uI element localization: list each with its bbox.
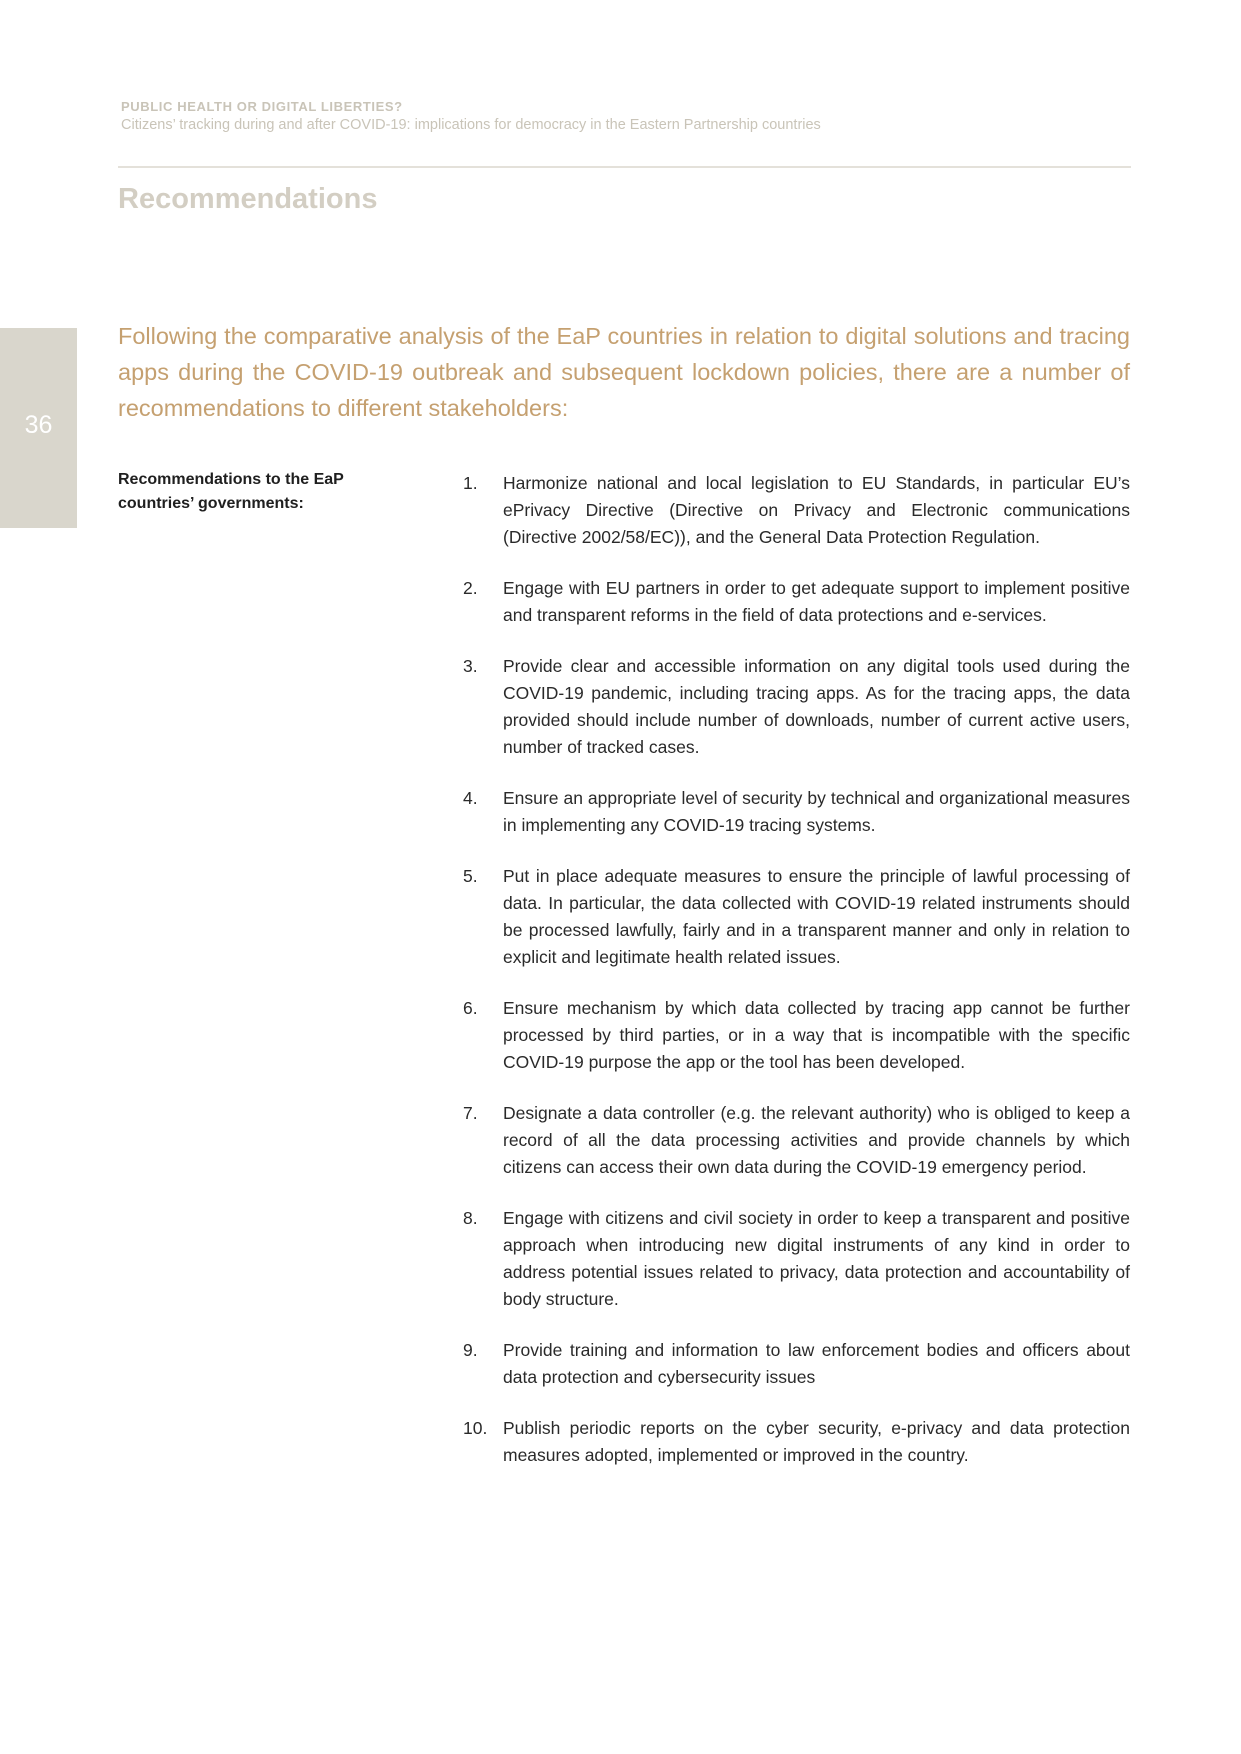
audience-label: Recommendations to the EaP countries’ governments:: [118, 471, 344, 512]
recommendation-number: 7.: [463, 1103, 478, 1123]
recommendation-text: Put in place adequate measures to ensure the principle of lawful processing of data. In particular, the data collected with COVID-19 related instruments should be processed lawfully, fairly and in a transparent manner and only in relation to explicit and legitimate health related issues.: [503, 866, 1130, 967]
recommendation-item: [460, 1337, 1130, 1391]
recommendation-item: [460, 653, 1130, 761]
recommendation-item: [460, 863, 1130, 971]
recommendation-number: 6.: [463, 998, 478, 1018]
intro-paragraph: Following the comparative analysis of the EaP countries in relation to digital solutions and tracing apps during the COVID-19 outbreak and subsequent lockdown policies, there are a number of recommendations to different stakeholders:: [118, 323, 1130, 421]
recommendation-number: 3.: [463, 656, 478, 676]
recommendation-text: Engage with citizens and civil society in order to keep a transparent and positive approach when introducing new digital instruments of any kind in order to address potential issues related to privacy, data protection and accountability of body structure.: [503, 1208, 1130, 1309]
recommendation-text: Designate a data controller (e.g. the relevant authority) who is obliged to keep a record of all the data processing activities and provide channels by which citizens can access their own data during the COVID-19 emergency period.: [503, 1103, 1130, 1177]
recommendation-text: Provide clear and accessible information on any digital tools used during the COVID-19 pandemic, including tracing apps. As for the tracing apps, the data provided should include number of downloads, number of current active users, number of tracked cases.: [503, 656, 1130, 757]
recommendation-text: Publish periodic reports on the cyber security, e-privacy and data protection measures adopted, implemented or improved in the country.: [503, 1418, 1130, 1465]
recommendation-number: 4.: [463, 788, 478, 808]
running-header-kicker: PUBLIC HEALTH OR DIGITAL LIBERTIES?: [121, 99, 403, 114]
recommendation-item: [460, 575, 1130, 629]
recommendation-text: Provide training and information to law enforcement bodies and officers about data protection and cybersecurity issues: [503, 1340, 1130, 1387]
recommendation-number: 9.: [463, 1340, 478, 1360]
recommendation-item: [460, 785, 1130, 839]
section-title: Recommendations: [118, 183, 378, 215]
header-divider: [118, 166, 1131, 168]
recommendation-item: [460, 470, 1130, 551]
page-number: 36: [24, 411, 53, 439]
recommendation-item: [460, 1100, 1130, 1181]
recommendation-text: Ensure mechanism by which data collected by tracing app cannot be further processed by third parties, or in a way that is incompatible with the specific COVID-19 purpose the app or the tool has been developed.: [503, 998, 1130, 1072]
running-header-subtitle: Citizens’ tracking during and after COVID-19: implications for democracy in the Eastern Partnership countries: [121, 117, 821, 133]
recommendation-number: 8.: [463, 1208, 478, 1228]
recommendation-number: 2.: [463, 578, 478, 598]
running-header: [121, 99, 1121, 134]
recommendation-number: 1.: [463, 473, 478, 493]
recommendations-list: [460, 470, 1130, 1493]
recommendation-number: 5.: [463, 866, 478, 886]
recommendation-number: 10.: [463, 1418, 488, 1438]
recommendation-text: Engage with EU partners in order to get adequate support to implement positive and transparent reforms in the field of data protections and e-services.: [503, 578, 1130, 625]
recommendation-text: Ensure an appropriate level of security by technical and organizational measures in implementing any COVID-19 tracing systems.: [503, 788, 1130, 835]
recommendation-item: [460, 1415, 1130, 1469]
recommendation-text: Harmonize national and local legislation to EU Standards, in particular EU’s ePrivacy Directive (Directive on Privacy and Electronic communications (Directive 2002/58/EC)), and the General Data Protection Regulation.: [503, 473, 1130, 547]
recommendation-item: [460, 1205, 1130, 1313]
recommendation-item: [460, 995, 1130, 1076]
